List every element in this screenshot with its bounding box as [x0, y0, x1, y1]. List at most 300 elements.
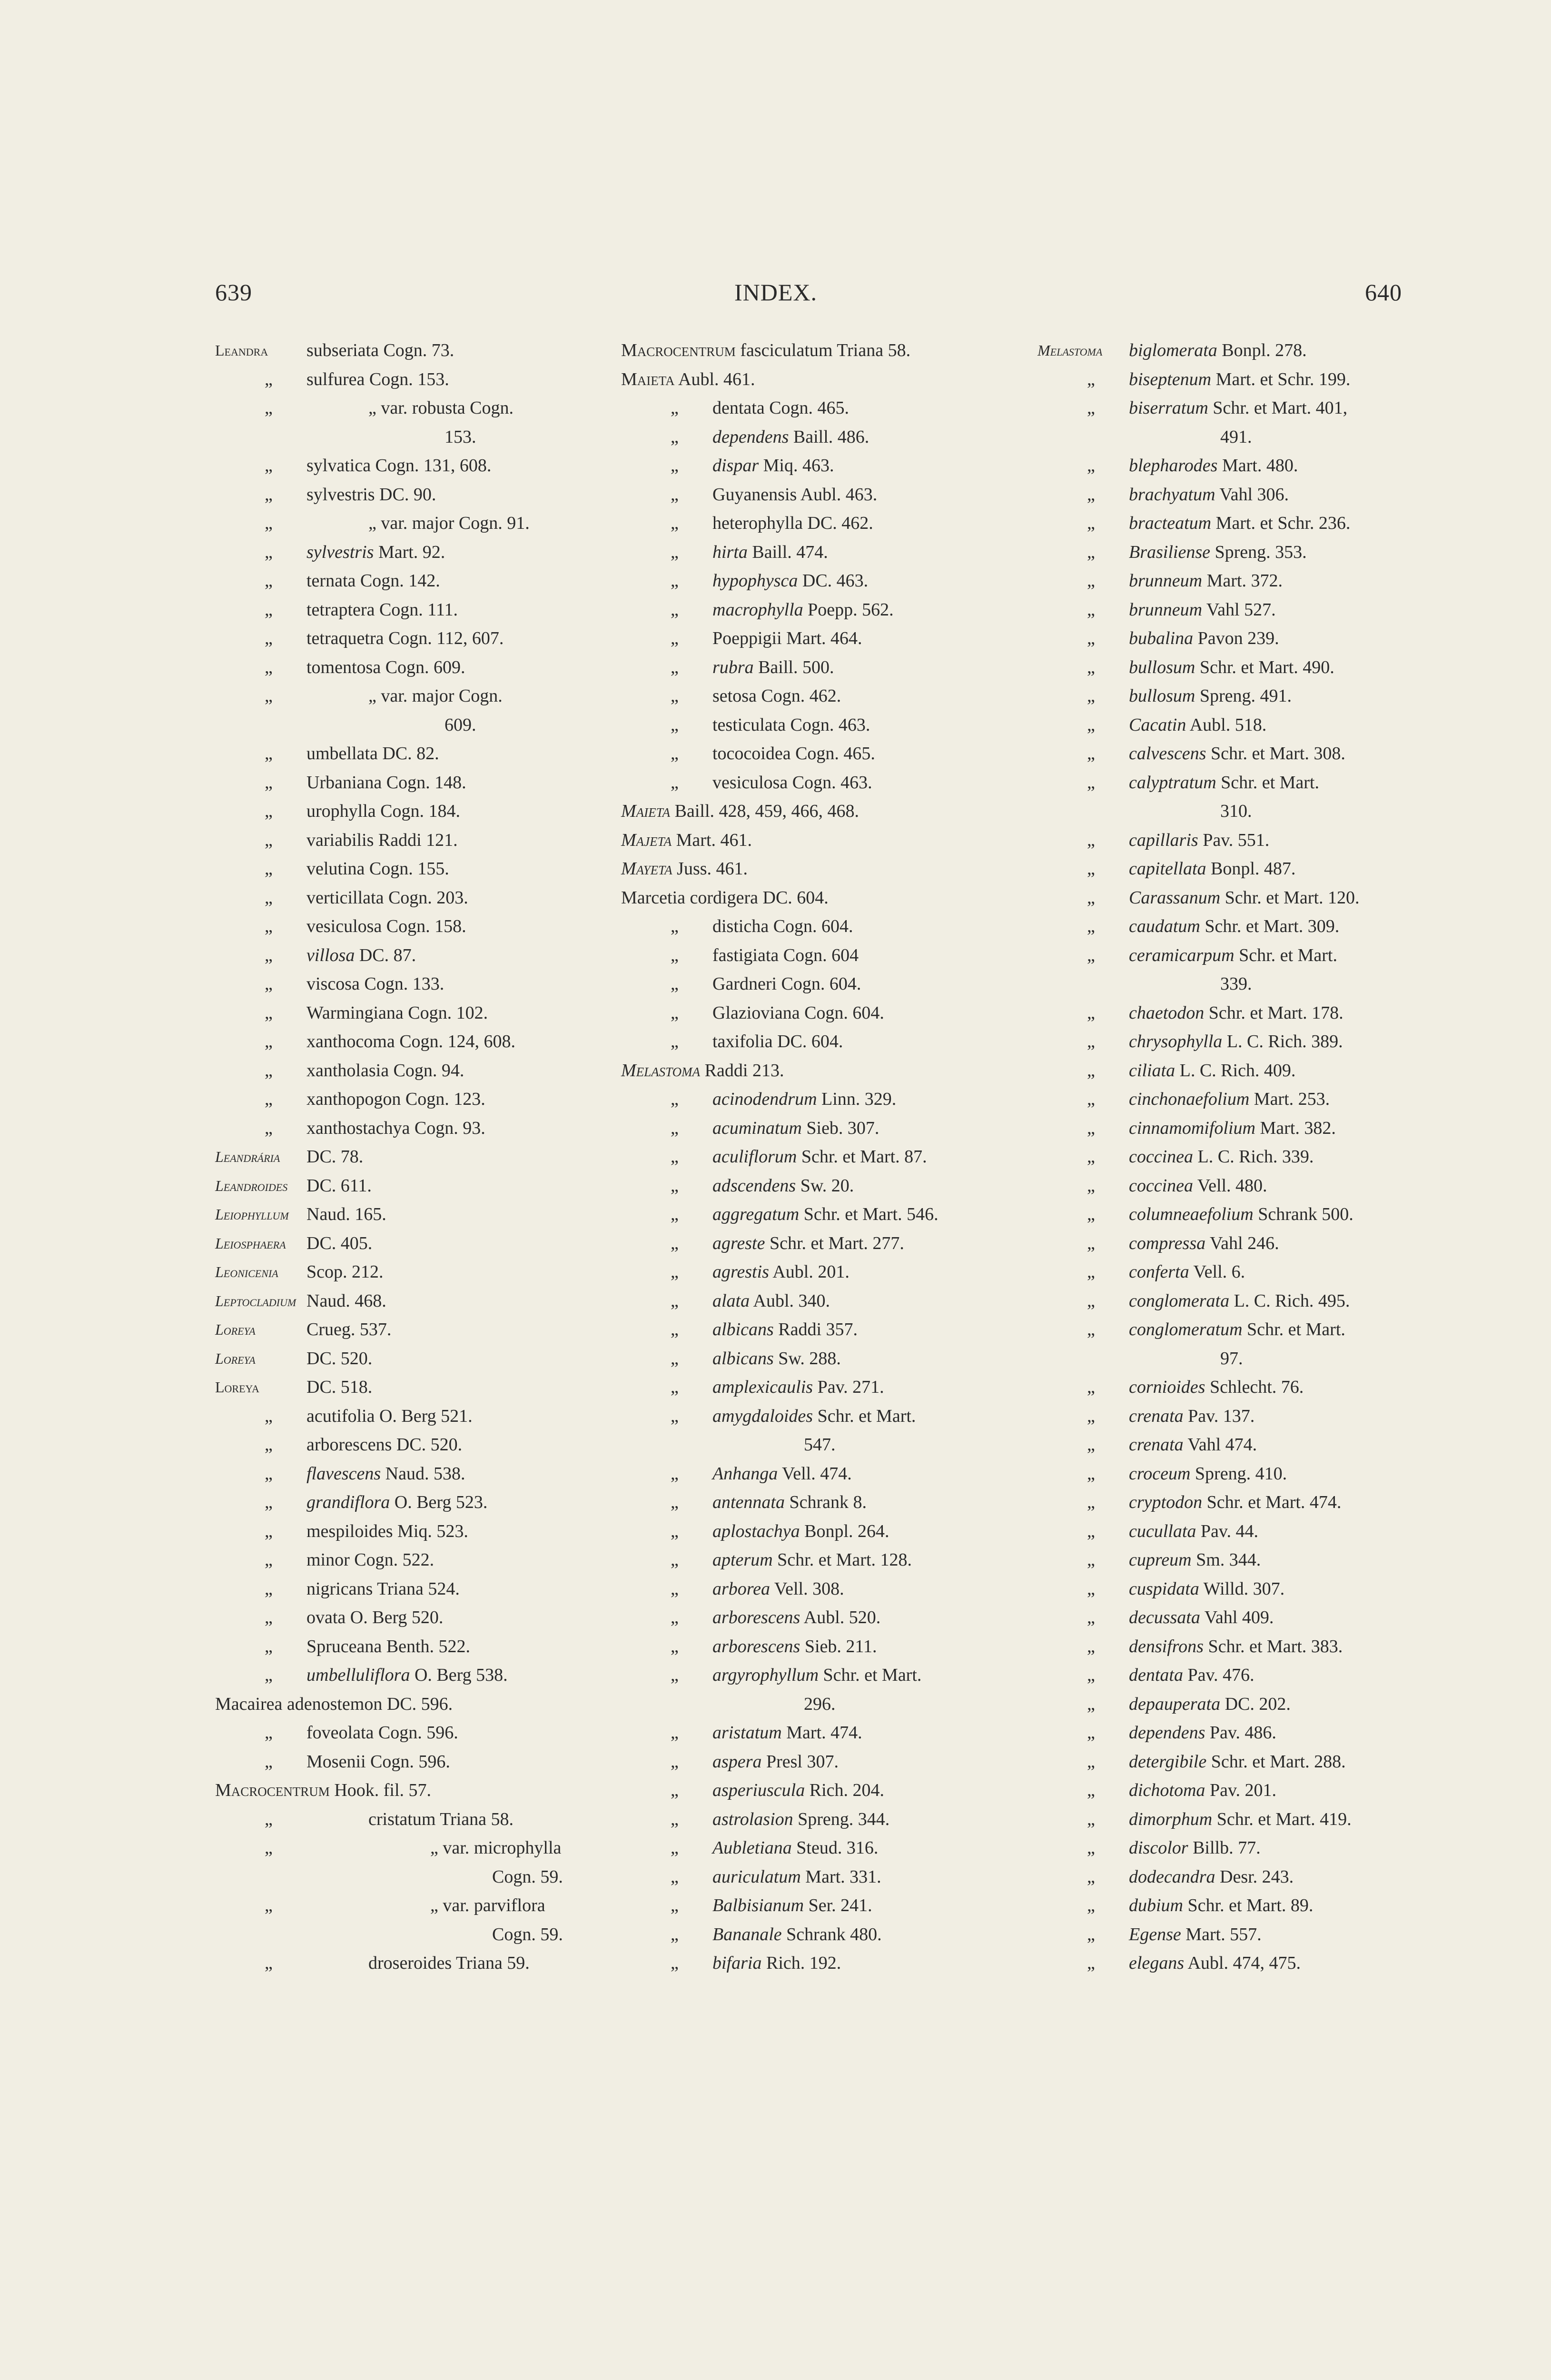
species-epithet: auriculatum [712, 1866, 801, 1887]
species-epithet: cucullata [1129, 1521, 1196, 1541]
index-entry [621, 624, 1026, 653]
genus-name: Leandrária [215, 1148, 280, 1165]
entry-text: agrestis Aubl. 201. [712, 1262, 850, 1282]
ditto-mark: „ [265, 628, 273, 648]
ditto-mark: „ [1087, 1089, 1095, 1109]
index-entry [1037, 739, 1442, 768]
species-epithet: sylvestris [306, 542, 374, 562]
entry-text: chaetodon Schr. et Mart. 178. [1129, 1002, 1344, 1023]
entry-text: Carassanum Schr. et Mart. 120. [1129, 887, 1360, 908]
index-entry [1037, 423, 1442, 452]
indent-spacer [1037, 423, 1129, 452]
index-entry [215, 1200, 620, 1229]
ditto-mark: „ [671, 1031, 679, 1051]
species-epithet: columneaefolium [1129, 1204, 1254, 1224]
ditto-mark: „ [671, 1377, 679, 1397]
species-epithet: asperiuscula [712, 1780, 805, 1800]
ditto-mark: „ [1087, 1031, 1095, 1051]
index-entry [1037, 451, 1442, 480]
species-epithet: capillaris [1129, 830, 1198, 850]
ditto-mark: „ [1087, 744, 1095, 764]
ditto-mark: „ [265, 1406, 273, 1426]
index-entry [621, 1517, 1026, 1546]
species-epithet: chaetodon [1129, 1002, 1205, 1023]
ditto-mark: „ [265, 1953, 273, 1973]
species-epithet: blepharodes [1129, 456, 1218, 476]
species-epithet: aplostachya [712, 1521, 800, 1541]
ditto-mark: „ [265, 1636, 273, 1656]
entry-text: tomentosa Cogn. 609. [306, 657, 465, 677]
ditto-mark: „ [1087, 1492, 1095, 1512]
ditto-mark: „ [671, 542, 679, 562]
entry-text: Bananale Schrank 480. [712, 1924, 882, 1944]
ditto-mark: „ [671, 1838, 679, 1858]
entry-text: apterum Schr. et Mart. 128. [712, 1550, 912, 1570]
ditto-mark: „ [1087, 945, 1095, 965]
index-entry [1037, 336, 1442, 365]
index-entry [1037, 1603, 1442, 1632]
species-epithet: ceramicarpum [1129, 945, 1235, 965]
entry-text: dimorphum Schr. et Mart. 419. [1129, 1809, 1352, 1829]
index-entry [215, 1834, 620, 1863]
ditto-mark: „ [1087, 398, 1095, 418]
page-title: INDEX. [734, 279, 818, 306]
index-entry [1037, 941, 1442, 970]
ditto-mark: „ [1087, 1866, 1095, 1887]
entry-text: Urbaniana Cogn. 148. [306, 772, 466, 793]
ditto-mark: „ [1087, 830, 1095, 850]
species-epithet: dichotoma [1129, 1780, 1205, 1800]
ditto-mark: „ [265, 398, 273, 418]
ditto-mark: „ [1087, 1060, 1095, 1081]
index-entry [621, 1027, 1026, 1056]
entry-text: macrophylla Poepp. 562. [712, 599, 894, 620]
ditto-mark: „ [1087, 1607, 1095, 1627]
entry-text: dubium Schr. et Mart. 89. [1129, 1895, 1314, 1915]
index-entry [215, 883, 620, 912]
index-entry [215, 1546, 620, 1575]
species-epithet: villosa [306, 945, 355, 965]
entry-text: sylvatica Cogn. 131, 608. [306, 456, 492, 476]
genus-name: Majeta [621, 830, 672, 850]
entry-text: amygdaloides Schr. et Mart. [712, 1406, 916, 1426]
entry-text: viscosa Cogn. 133. [306, 974, 445, 994]
index-entry [621, 1776, 1026, 1805]
ditto-mark: „ [671, 513, 679, 533]
entry-text: Macrocentrum fasciculatum Triana 58. [621, 340, 911, 360]
entry-text: auriculatum Mart. 331. [712, 1866, 881, 1887]
ditto-mark: „ [265, 513, 273, 533]
entry-text: xantholasia Cogn. 94. [306, 1060, 464, 1081]
index-entry [621, 1287, 1026, 1316]
species-epithet: Aubletiana [712, 1838, 792, 1858]
index-column-1 [215, 336, 620, 1978]
index-entry [215, 595, 620, 625]
entry-text: croceum Spreng. 410. [1129, 1463, 1287, 1484]
entry-text: dispar Miq. 463. [712, 456, 834, 476]
entry-text: agreste Schr. et Mart. 277. [712, 1233, 904, 1253]
index-entry [621, 1085, 1026, 1114]
entry-text: tetraquetra Cogn. 112, 607. [306, 628, 504, 648]
index-entry [215, 1430, 620, 1459]
entry-text: setosa Cogn. 462. [712, 686, 841, 706]
index-entry [621, 1142, 1026, 1171]
entry-text: Glazioviana Cogn. 604. [712, 1002, 884, 1023]
species-epithet: bubalina [1129, 628, 1194, 648]
entry-text: bullosum Schr. et Mart. 490. [1129, 657, 1334, 677]
species-epithet: coccinea [1129, 1175, 1194, 1196]
entry-text: aculiflorum Schr. et Mart. 87. [712, 1147, 927, 1167]
species-epithet: amygdaloides [712, 1406, 813, 1426]
entry-text: Gardneri Cogn. 604. [712, 974, 861, 994]
index-entry [621, 1546, 1026, 1575]
ditto-mark: „ [671, 1319, 679, 1339]
index-entry [621, 797, 1026, 826]
entry-text: coccinea L. C. Rich. 339. [1129, 1147, 1314, 1167]
species-epithet: brunneum [1129, 571, 1203, 591]
entry-text: bullosum Spreng. 491. [1129, 686, 1292, 706]
species-epithet: Egense [1129, 1924, 1181, 1944]
entry-text: Anhanga Vell. 474. [712, 1463, 852, 1484]
ditto-mark: „ [1087, 1953, 1095, 1973]
indent-spacer [621, 1430, 712, 1459]
ditto-mark: „ [265, 1607, 273, 1627]
ditto-mark: „ [671, 1521, 679, 1541]
genus-name: Mayeta [621, 859, 672, 879]
ditto-mark: „ [1087, 916, 1095, 936]
ditto-mark: „ [1087, 599, 1095, 620]
entry-text: arborescens Aubl. 520. [712, 1607, 881, 1627]
index-entry [215, 394, 620, 423]
index-entry [1037, 1430, 1442, 1459]
entry-text: tetraptera Cogn. 111. [306, 599, 458, 620]
genus-name: Melastoma [621, 1060, 701, 1081]
species-epithet: Bananale [712, 1924, 782, 1944]
index-entry [215, 336, 620, 365]
entry-text: sylvestris Mart. 92. [306, 542, 445, 562]
species-epithet: ciliata [1129, 1060, 1176, 1081]
species-epithet: alata [712, 1290, 750, 1311]
entry-text: capitellata Bonpl. 487. [1129, 859, 1296, 879]
entry-text: variabilis Raddi 121. [306, 830, 458, 850]
species-epithet: Cacatin [1129, 714, 1186, 735]
ditto-mark: „ [1087, 1406, 1095, 1426]
index-entry [215, 1632, 620, 1661]
entry-text: amplexicaulis Pav. 271. [712, 1377, 884, 1397]
entry-text: brunneum Vahl 527. [1129, 599, 1276, 620]
entry-text: dentata Cogn. 465. [712, 398, 850, 418]
ditto-mark: „ [671, 1348, 679, 1368]
genus-name: Loreya [215, 1349, 256, 1367]
ditto-mark: „ [265, 1751, 273, 1772]
entry-text: depauperata DC. 202. [1129, 1694, 1291, 1714]
entry-text: vesiculosa Cogn. 158. [306, 916, 466, 936]
ditto-mark: „ [265, 686, 273, 706]
species-epithet: adscendens [712, 1175, 796, 1196]
index-entry [621, 1344, 1026, 1373]
ditto-mark: „ [671, 1607, 679, 1627]
ditto-mark: „ [1087, 686, 1095, 706]
entry-text: heterophylla DC. 462. [712, 513, 873, 533]
entry-text: urophylla Cogn. 184. [306, 801, 460, 821]
index-entry [1037, 1891, 1442, 1920]
ditto-mark: „ [671, 1089, 679, 1109]
entry-text: taxifolia DC. 604. [712, 1031, 843, 1051]
species-epithet: brunneum [1129, 599, 1203, 620]
ditto-mark: „ [1087, 513, 1095, 533]
entry-text: DC. 520. [306, 1348, 373, 1368]
entry-text: calvescens Schr. et Mart. 308. [1129, 744, 1345, 764]
entry-text: hypophysca DC. 463. [712, 571, 869, 591]
entry-text: asperiuscula Rich. 204. [712, 1780, 884, 1800]
species-epithet: bullosum [1129, 686, 1195, 706]
index-entry [1037, 1142, 1442, 1171]
index-entry [215, 624, 620, 653]
ditto-mark: „ [265, 1895, 273, 1915]
entry-text: „ var. major Cogn. 91. [368, 513, 530, 533]
species-epithet: umbelluliflora [306, 1665, 410, 1685]
ditto-mark: „ [265, 916, 273, 936]
entry-text: verticillata Cogn. 203. [306, 887, 468, 908]
entry-text: Crueg. 537. [306, 1319, 392, 1339]
ditto-mark: „ [265, 1578, 273, 1599]
species-epithet: cupreum [1129, 1550, 1192, 1570]
ditto-mark: „ [1087, 1751, 1095, 1772]
species-epithet: Balbisianum [712, 1895, 804, 1915]
indent-spacer [215, 1920, 306, 1949]
entry-text: Cacatin Aubl. 518. [1129, 714, 1267, 735]
entry-text: ceramicarpum Schr. et Mart. [1129, 945, 1337, 965]
index-entry [1037, 1373, 1442, 1402]
entry-text: 296. [804, 1694, 836, 1714]
index-entry [621, 1632, 1026, 1661]
entry-text: aggregatum Schr. et Mart. 546. [712, 1204, 939, 1224]
entry-text: conglomerata L. C. Rich. 495. [1129, 1290, 1350, 1311]
entry-text: cucullata Pav. 44. [1129, 1521, 1258, 1541]
ditto-mark: „ [1087, 1319, 1095, 1339]
entry-text: Macrocentrum Hook. fil. 57. [215, 1780, 432, 1800]
index-entry [215, 480, 620, 509]
entry-text: Warmingiana Cogn. 102. [306, 1002, 488, 1023]
index-entry [621, 336, 1026, 365]
index-entry [1037, 1402, 1442, 1431]
index-entry [1037, 970, 1442, 999]
index-entry [1037, 1114, 1442, 1143]
entry-text: crenata Pav. 137. [1129, 1406, 1255, 1426]
species-epithet: brachyatum [1129, 484, 1215, 505]
genus-name: Leandroides [215, 1177, 288, 1194]
species-epithet: bullosum [1129, 657, 1195, 677]
ditto-mark: „ [671, 1204, 679, 1224]
entry-text: Naud. 165. [306, 1204, 386, 1224]
index-entry [621, 854, 1026, 883]
index-entry [1037, 1258, 1442, 1287]
genus-name: Loreya [215, 1321, 256, 1338]
entry-text: chrysophylla L. C. Rich. 389. [1129, 1031, 1343, 1051]
ditto-mark: „ [265, 1492, 273, 1512]
index-entry [621, 883, 1026, 912]
index-entry [1037, 1863, 1442, 1892]
ditto-mark: „ [265, 571, 273, 591]
species-epithet: astrolasion [712, 1809, 793, 1829]
entry-text: Melastoma Raddi 213. [621, 1060, 784, 1081]
species-epithet: biserratum [1129, 398, 1208, 418]
genus-name: Loreya [215, 1378, 259, 1396]
ditto-mark: „ [1087, 714, 1095, 735]
species-epithet: cinchonaefolium [1129, 1089, 1250, 1109]
index-entry [215, 1575, 620, 1604]
entry-text: umbellata DC. 82. [306, 744, 439, 764]
ditto-mark: „ [265, 599, 273, 620]
ditto-mark: „ [671, 1665, 679, 1685]
entry-text: discolor Billb. 77. [1129, 1838, 1261, 1858]
ditto-mark: „ [671, 945, 679, 965]
index-entry [215, 538, 620, 567]
ditto-mark: „ [671, 657, 679, 677]
index-entry [215, 1517, 620, 1546]
index-entry [621, 595, 1026, 625]
species-epithet: dubium [1129, 1895, 1183, 1915]
index-entry [621, 1661, 1026, 1690]
index-entry [621, 1373, 1026, 1402]
index-entry [1037, 624, 1442, 653]
ditto-mark: „ [671, 599, 679, 620]
species-epithet: arborea [712, 1578, 771, 1599]
entry-text: caudatum Schr. et Mart. 309. [1129, 916, 1340, 936]
index-entry [215, 970, 620, 999]
entry-text: alata Aubl. 340. [712, 1290, 830, 1311]
entry-text: astrolasion Spreng. 344. [712, 1809, 890, 1829]
entry-text: xanthostachya Cogn. 93. [306, 1118, 485, 1138]
species-epithet: hirta [712, 542, 748, 562]
entry-text: 97. [1220, 1348, 1243, 1368]
index-entry [621, 739, 1026, 768]
entry-text: acinodendrum Linn. 329. [712, 1089, 897, 1109]
entry-text: biserratum Schr. et Mart. 401, [1129, 398, 1348, 418]
ditto-mark: „ [265, 887, 273, 908]
ditto-mark: „ [265, 830, 273, 850]
ditto-mark: „ [1087, 1550, 1095, 1570]
index-entry [621, 1315, 1026, 1344]
entry-text: sulfurea Cogn. 153. [306, 369, 449, 389]
entry-text: flavescens Naud. 538. [306, 1463, 465, 1484]
entry-text: aspera Presl 307. [712, 1751, 839, 1772]
index-entry [1037, 1315, 1442, 1344]
entry-text: mespiloides Miq. 523. [306, 1521, 468, 1541]
ditto-mark: „ [671, 484, 679, 505]
entry-text: villosa DC. 87. [306, 945, 416, 965]
index-entry [1037, 1200, 1442, 1229]
ditto-mark: „ [1087, 1377, 1095, 1397]
ditto-mark: „ [671, 1262, 679, 1282]
species-epithet: dependens [712, 426, 789, 447]
index-entry [215, 1603, 620, 1632]
ditto-mark: „ [1087, 1636, 1095, 1656]
index-entry [215, 1776, 620, 1805]
ditto-mark: „ [265, 1435, 273, 1455]
entry-text: albicans Raddi 357. [712, 1319, 858, 1339]
entry-text: arborea Vell. 308. [712, 1578, 844, 1599]
species-epithet: bracteatum [1129, 513, 1212, 533]
index-entry [1037, 1776, 1442, 1805]
index-column-3 [1037, 336, 1442, 1978]
species-epithet: albicans [712, 1319, 774, 1339]
entry-text: conglomeratum Schr. et Mart. [1129, 1319, 1345, 1339]
species-epithet: biseptenum [1129, 369, 1212, 389]
species-epithet: agreste [712, 1233, 765, 1253]
index-entry [1037, 768, 1442, 797]
ditto-mark: „ [265, 1521, 273, 1541]
index-entry [1037, 1690, 1442, 1719]
ditto-mark: „ [671, 1406, 679, 1426]
entry-text: dodecandra Desr. 243. [1129, 1866, 1294, 1887]
ditto-mark: „ [265, 1809, 273, 1829]
index-entry [215, 941, 620, 970]
entry-text: decussata Vahl 409. [1129, 1607, 1274, 1627]
species-epithet: amplexicaulis [712, 1377, 813, 1397]
indent-spacer [1037, 1344, 1129, 1373]
species-epithet: aspera [712, 1751, 762, 1772]
index-entry [215, 1747, 620, 1776]
index-entry [215, 1459, 620, 1488]
species-epithet: croceum [1129, 1463, 1191, 1484]
ditto-mark: „ [671, 1895, 679, 1915]
entry-text: Majeta Mart. 461. [621, 830, 752, 850]
species-epithet: argyrophyllum [712, 1665, 819, 1685]
right-page-number: 640 [1365, 279, 1402, 306]
entry-text: vesiculosa Cogn. 463. [712, 772, 872, 793]
ditto-mark: „ [1087, 1435, 1095, 1455]
species-epithet: albicans [712, 1348, 774, 1368]
index-entry [215, 1315, 620, 1344]
species-epithet: dependens [1129, 1723, 1205, 1743]
index-entry [621, 682, 1026, 711]
entry-text: DC. 611. [306, 1175, 372, 1196]
ditto-mark: „ [1087, 1694, 1095, 1714]
species-epithet: conglomerata [1129, 1290, 1230, 1311]
index-entry [1037, 1805, 1442, 1834]
ditto-mark: „ [671, 1809, 679, 1829]
entry-text: cinchonaefolium Mart. 253. [1129, 1089, 1330, 1109]
index-entry [1037, 1546, 1442, 1575]
index-entry [621, 768, 1026, 797]
index-entry [1037, 365, 1442, 394]
index-entry [1037, 1834, 1442, 1863]
ditto-mark: „ [671, 916, 679, 936]
left-page-number: 639 [215, 279, 252, 306]
index-entry [621, 451, 1026, 480]
species-epithet: capitellata [1129, 859, 1206, 879]
index-entry [621, 1690, 1026, 1719]
entry-text: arborescens DC. 520. [306, 1435, 463, 1455]
index-entry [215, 1488, 620, 1517]
species-epithet: aggregatum [712, 1204, 800, 1224]
ditto-mark: „ [671, 1723, 679, 1743]
entry-text: cornioides Schlecht. 76. [1129, 1377, 1304, 1397]
index-entry [215, 653, 620, 682]
entry-text: ciliata L. C. Rich. 409. [1129, 1060, 1296, 1081]
index-entry [215, 854, 620, 883]
species-epithet: acuminatum [712, 1118, 802, 1138]
index-column-2 [621, 336, 1026, 1978]
index-entry [621, 1430, 1026, 1459]
ditto-mark: „ [671, 686, 679, 706]
species-epithet: crenata [1129, 1406, 1184, 1426]
ditto-mark: „ [671, 714, 679, 735]
ditto-mark: „ [265, 1089, 273, 1109]
index-entry [621, 566, 1026, 595]
ditto-mark: „ [671, 1924, 679, 1944]
